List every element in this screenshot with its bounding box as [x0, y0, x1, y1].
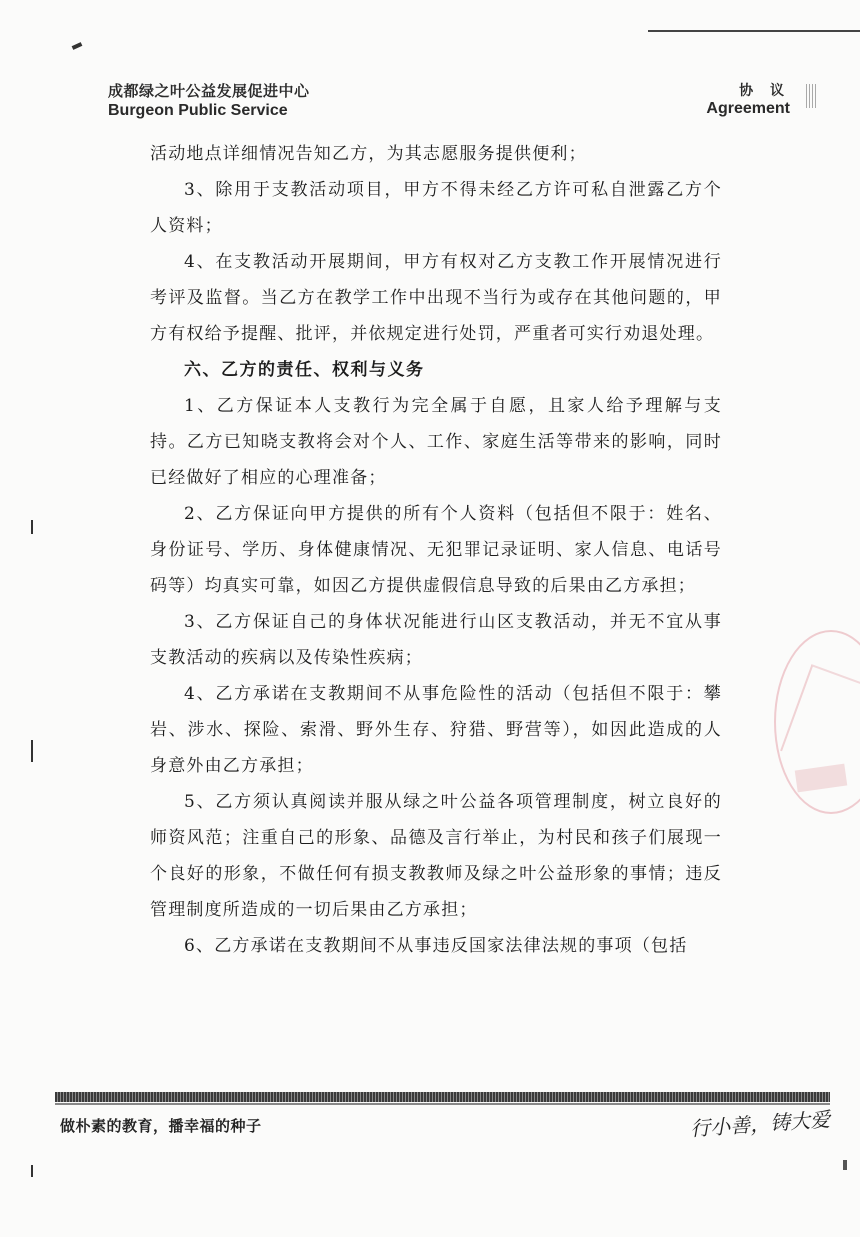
org-name-en: Burgeon Public Service — [108, 102, 288, 119]
letterhead-org — [108, 80, 310, 120]
binding-mark — [31, 740, 33, 762]
doc-type-en: Agreement — [706, 100, 790, 117]
section-heading: 六、乙方的责任、权利与义务 — [184, 360, 425, 380]
paragraph: 5、乙方须认真阅读并服从绿之叶公益各项管理制度，树立良好的师资风范；注重自己的形象、品德及言行举止，为村民和孩子们展现一个良好的形象，不做任何有损支教教师及绿之叶公益形象的事情；违反管理制度所造成的一切后果由乙方承担； — [150, 792, 722, 920]
footer-slogan: 做朴素的教育，播幸福的种子 — [60, 1117, 262, 1135]
paragraph: 2、乙方保证向甲方提供的所有个人资料（包括但不限于：姓名、身份证号、学历、身体健康情况、无犯罪记录证明、家人信息、电话号码等）均真实可靠，如因乙方提供虚假信息导致的后果由乙方承担； — [150, 504, 722, 596]
binding-mark — [31, 1165, 33, 1177]
agreement-body — [150, 136, 722, 964]
letterhead-doc-type — [706, 80, 790, 118]
binding-mark — [31, 520, 33, 534]
paragraph: 6、乙方承诺在支教期间不从事违反国家法律法规的事项（包括 — [184, 936, 688, 956]
paragraph: 3、除用于支教活动项目，甲方不得未经乙方许可私自泄露乙方个人资料； — [150, 180, 722, 236]
scan-edge-line — [648, 30, 860, 32]
paragraph: 活动地点详细情况告知乙方，为其志愿服务提供便利； — [150, 144, 587, 164]
seal-stamp — [774, 630, 860, 814]
scan-mark — [72, 42, 83, 50]
org-name-cn: 成都绿之叶公益发展促进中心 — [108, 82, 310, 100]
paragraph: 4、乙方承诺在支教期间不从事危险性的活动（包括但不限于：攀岩、涉水、探险、索滑、野外生存、狩猎、野营等），如因此造成的人身意外由乙方承担； — [150, 684, 722, 776]
paragraph: 3、乙方保证自己的身体状况能进行山区支教活动，并无不宜从事支教活动的疾病以及传染性疾病； — [150, 612, 722, 668]
scan-mark — [806, 84, 816, 108]
paragraph: 4、在支教活动开展期间，甲方有权对乙方支教工作开展情况进行考评及监督。当乙方在教学工作中出现不当行为或存在其他问题的，甲方有权给予提醒、批评，并依规定进行处罚，严重者可实行劝退处理。 — [150, 252, 722, 344]
footer-motto-signature: 行小善，铸大爱 — [689, 1107, 831, 1141]
doc-type-cn: 协 议 — [739, 83, 790, 99]
footer-divider — [55, 1092, 830, 1102]
scan-mark — [843, 1160, 847, 1170]
paragraph: 1、乙方保证本人支教行为完全属于自愿，且家人给予理解与支持。乙方已知晓支教将会对个人、工作、家庭生活等带来的影响，同时已经做好了相应的心理准备； — [150, 396, 722, 488]
